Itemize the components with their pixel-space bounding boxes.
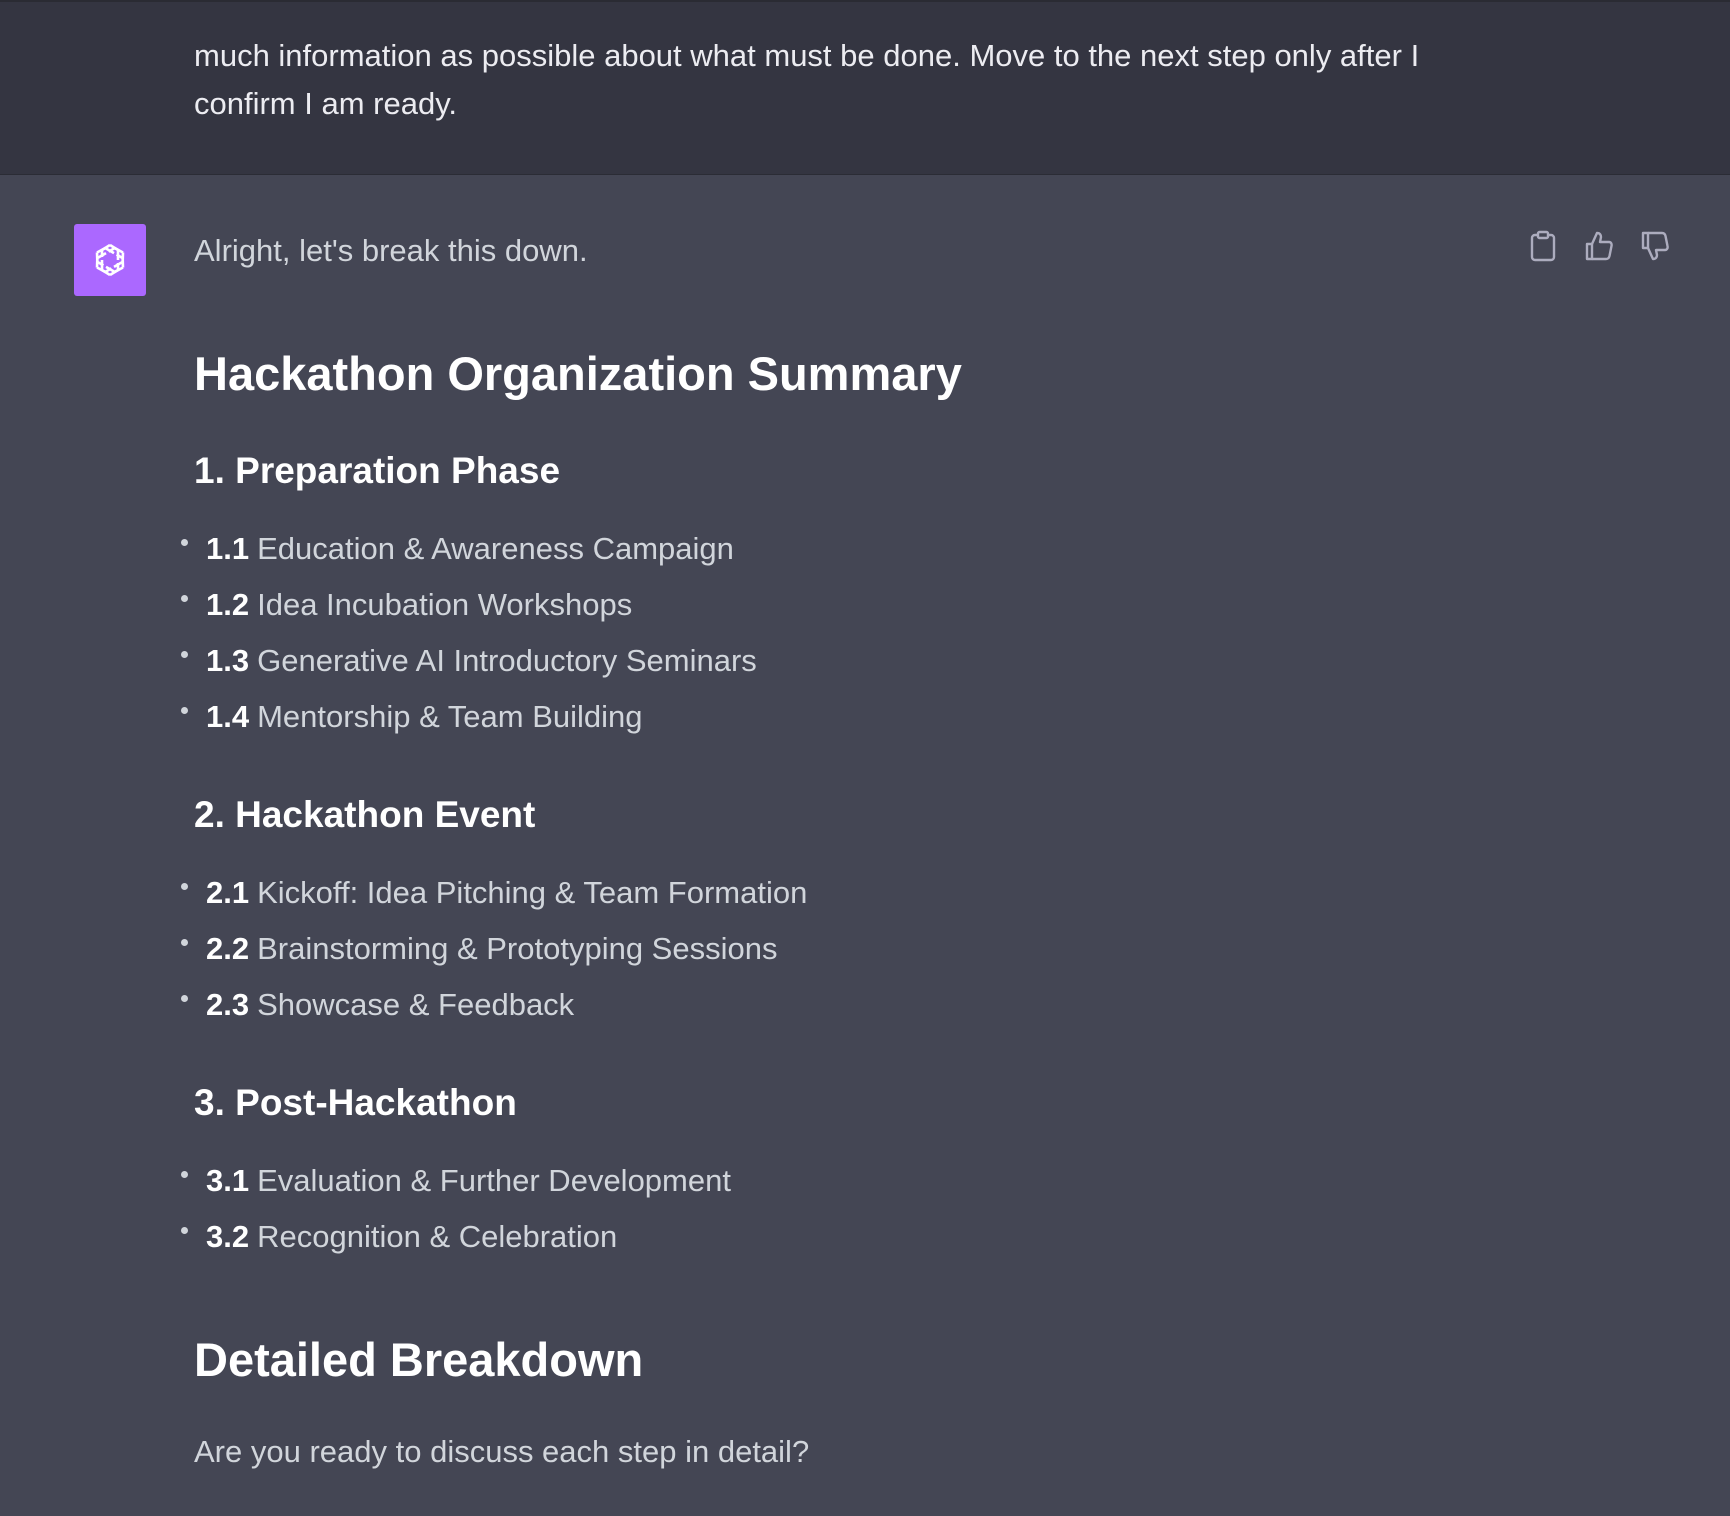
summary-title: Hackathon Organization Summary [194, 347, 962, 400]
clipboard-icon [1530, 230, 1556, 262]
list-item: 3.2 Recognition & Celebration [194, 1217, 731, 1273]
user-message [0, 0, 1730, 175]
section-title-event: 2. Hackathon Event [194, 794, 536, 835]
user-message-text: much information as possible about what must be done. Move to the next step only after I confirm I am ready. [194, 38, 1420, 121]
list-item: 2.3 Showcase & Feedback [194, 985, 807, 1041]
intro-text: Alright, let's break this down. [194, 233, 588, 268]
breakdown-title: Detailed Breakdown [194, 1333, 644, 1386]
thumbs-down-icon [1640, 230, 1670, 262]
thumbs-down-button[interactable] [1640, 229, 1670, 263]
section-title-post: 3. Post-Hackathon [194, 1082, 517, 1123]
event-list [194, 873, 807, 1041]
thumbs-up-button[interactable] [1584, 229, 1614, 263]
thumbs-up-icon [1584, 230, 1614, 262]
openai-logo-icon [89, 239, 131, 281]
copy-button[interactable] [1528, 229, 1558, 263]
list-item: 1.2 Idea Incubation Workshops [194, 585, 757, 641]
post-list [194, 1161, 731, 1273]
message-actions [1528, 229, 1670, 263]
section-title-preparation: 1. Preparation Phase [194, 450, 561, 491]
list-item: 2.1 Kickoff: Idea Pitching & Team Formation [194, 873, 807, 929]
list-item: 2.2 Brainstorming & Prototyping Sessions [194, 929, 807, 985]
assistant-message [0, 175, 1730, 1516]
list-item: 1.1 Education & Awareness Campaign [194, 529, 757, 585]
assistant-avatar [74, 224, 146, 296]
list-item: 1.3 Generative AI Introductory Seminars [194, 641, 757, 697]
preparation-list [194, 529, 757, 753]
closing-question: Are you ready to discuss each step in detail? [194, 1434, 810, 1469]
list-item: 3.1 Evaluation & Further Development [194, 1161, 731, 1217]
list-item: 1.4 Mentorship & Team Building [194, 697, 757, 753]
